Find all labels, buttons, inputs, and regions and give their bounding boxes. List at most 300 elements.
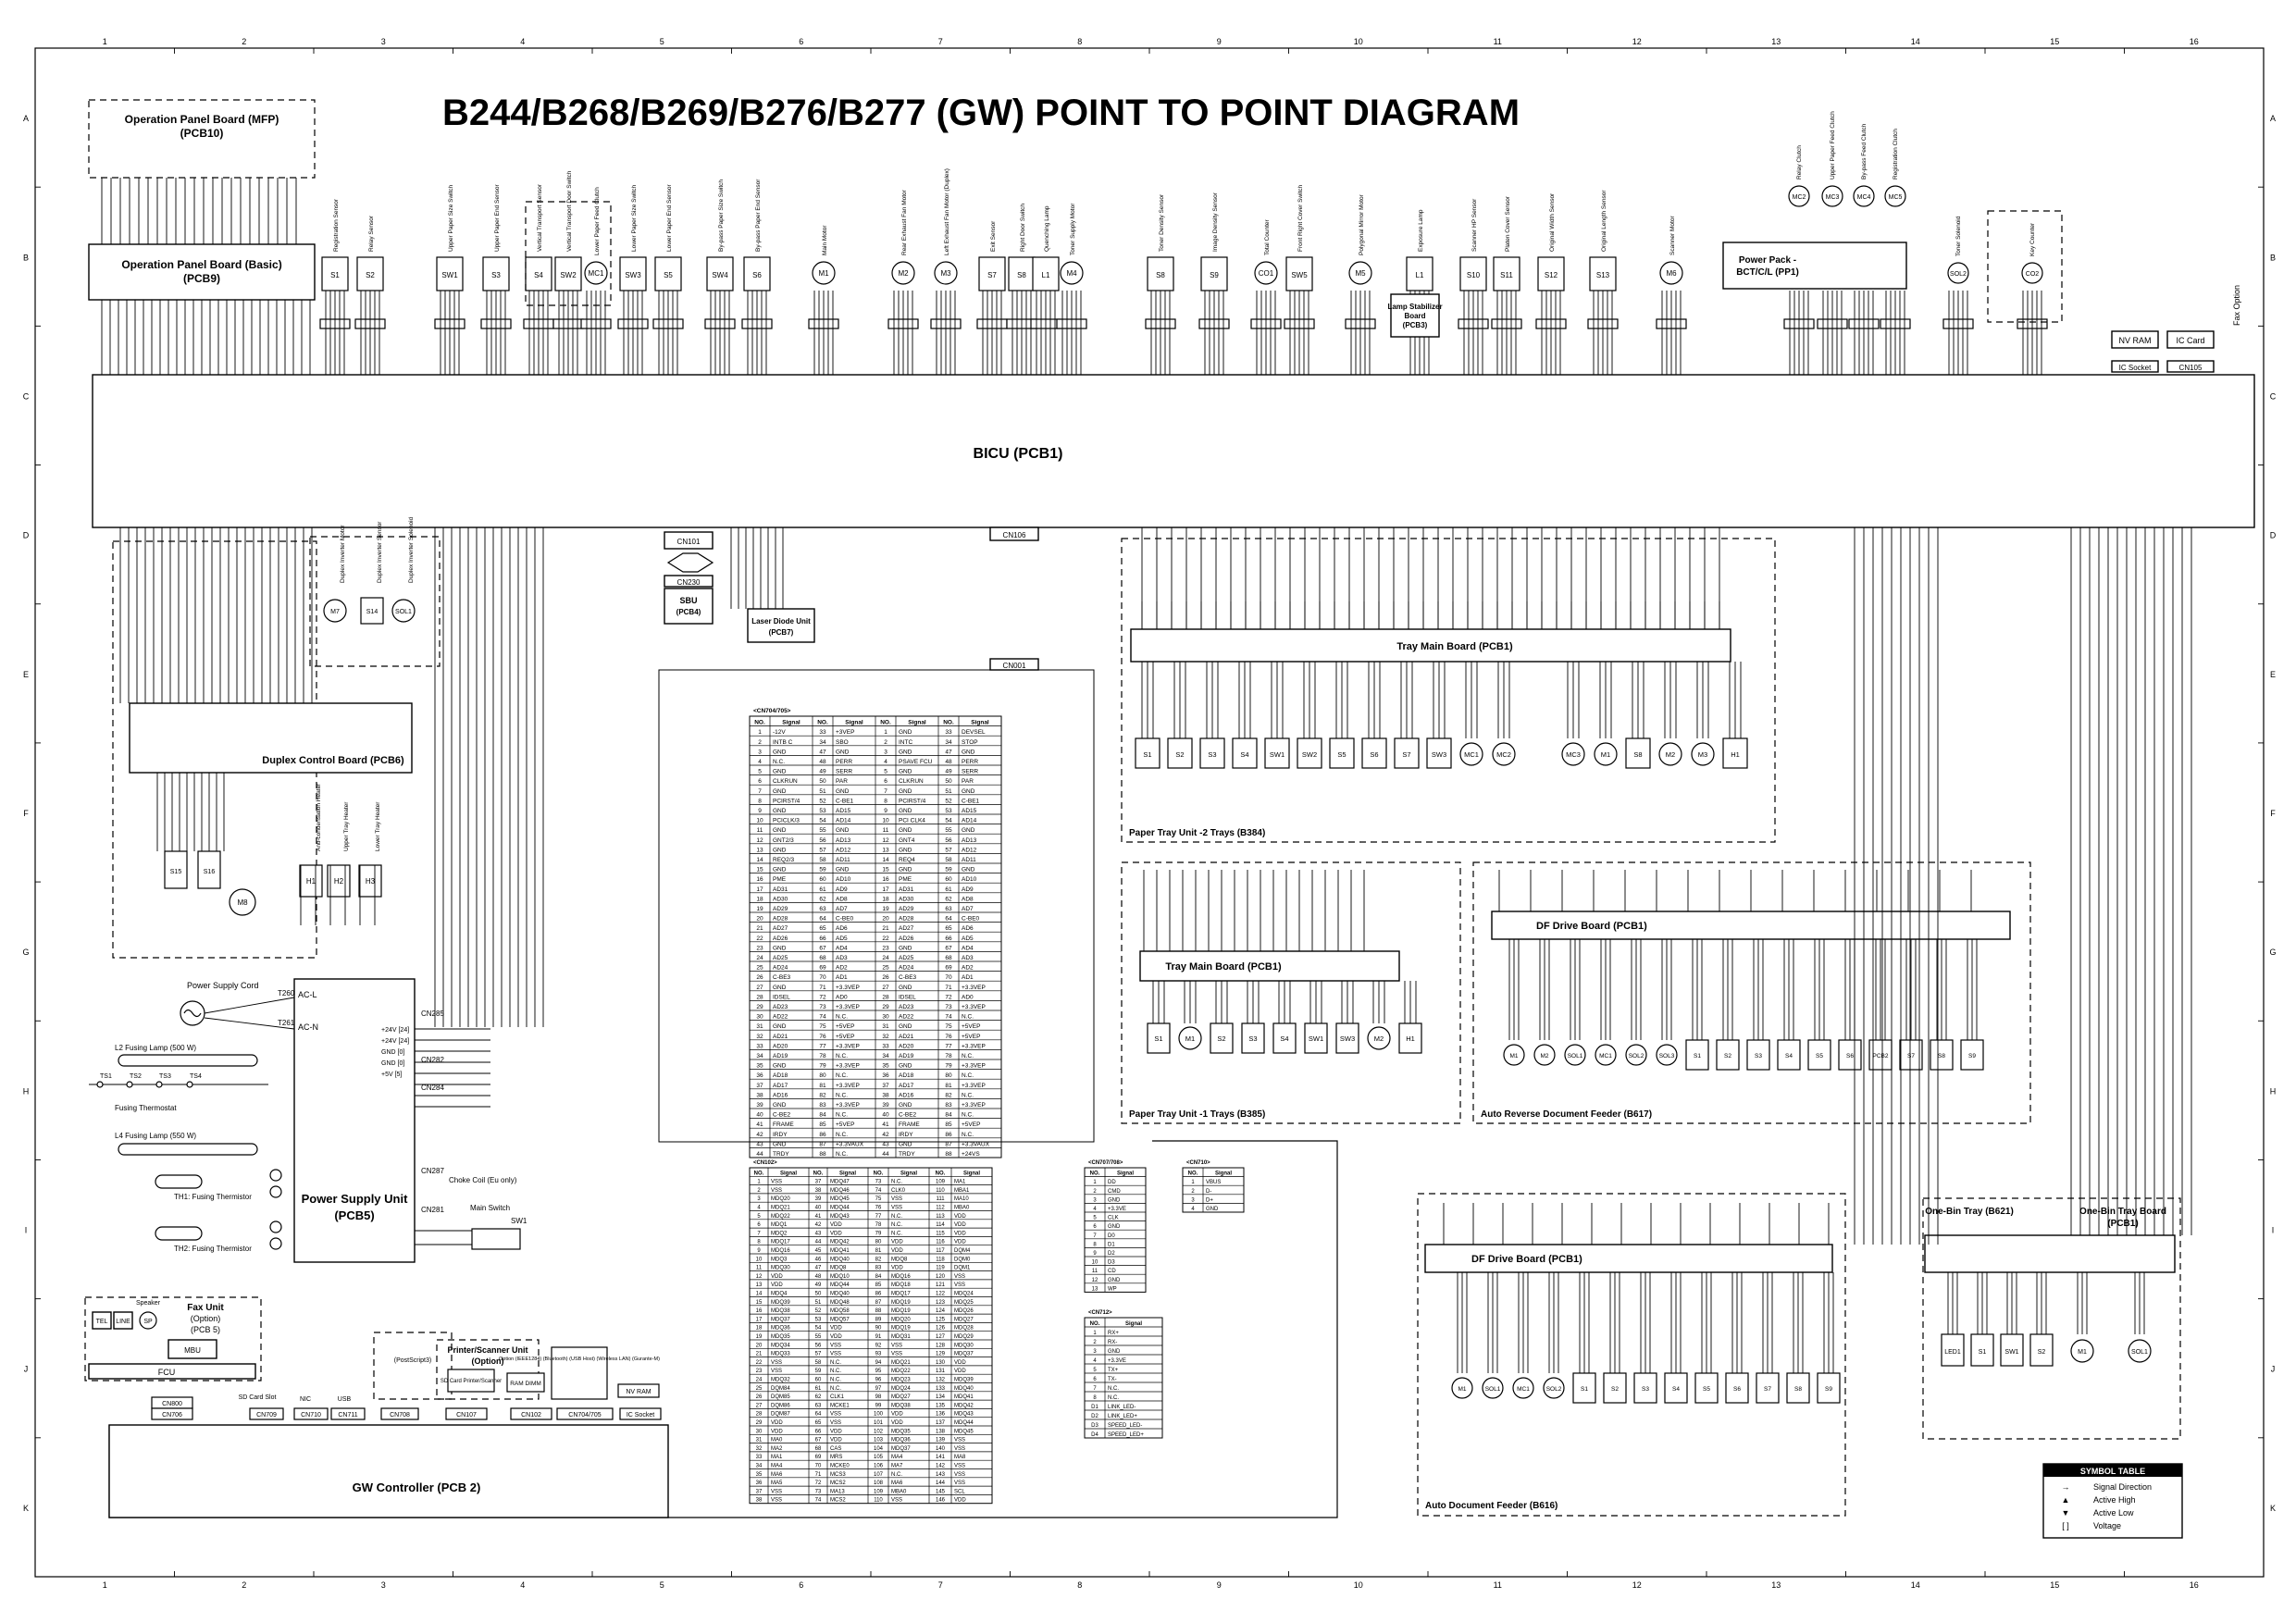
cn704-table-cell: +3.3VEP [836,1082,860,1089]
top-sensor-id: S10 [1466,271,1481,279]
cn704-table-cell: 78 [945,1053,952,1059]
cn704-table-cell: 84 [945,1111,952,1119]
cn712-table-caption: <CN712> [1088,1310,1112,1316]
ardf-id: S7 [1907,1053,1915,1059]
cn102-table-cell: 139 [935,1437,946,1443]
ac-l-wire [205,997,294,1013]
adf-id: S7 [1764,1386,1771,1393]
adf-label: Auto Document Feeder (B616) [1425,1501,1558,1511]
cn704-table-cell: GND [773,808,787,814]
gw-connector-label: CN102 [521,1412,541,1419]
cn102-table-cell: MDQ19 [891,1325,911,1332]
thermostat-terminal [97,1082,103,1087]
th2-label: TH2: Fusing Thermistor [174,1245,252,1253]
cn704-table-cell: AD13 [962,836,977,844]
top-sensor-id: S2 [366,271,375,279]
grid-col-bottom: 5 [659,1580,664,1590]
cn704-table-cell: 22 [882,935,889,942]
cn704-table-cell: AD20 [899,1043,914,1050]
printer-scanner-label: Printer/Scanner Unit [447,1345,528,1355]
cn707-table-cell: CMD [1108,1188,1121,1195]
cn102-table-cell: 100 [873,1411,884,1418]
cn102-table-cell: 26 [755,1394,763,1401]
lamp-stabilizer-label-2: Board [1404,312,1426,320]
op-panel-mfp-label: Operation Panel Board (MFP) [124,113,279,126]
top-clutch-id: SOL2 [1950,271,1967,278]
cn704-table-cell: 53 [819,808,826,814]
top-sensor-desc: Front Right Cover Switch [1297,184,1304,252]
cn102-table-cell: MDQ24 [891,1385,911,1392]
cn704-table-cell: AD11 [962,857,976,863]
cn704-table-cell: AD29 [899,906,914,912]
cn281-label: CN281 [421,1206,444,1214]
tray-main-board-2-label: Tray Main Board (PCB1) [1396,641,1513,652]
cn704-table-cell: AD12 [962,847,977,854]
cn704-table-cell: N.C. [962,1092,974,1099]
cn704-table-cell: AD8 [836,896,848,903]
cn102-table-cell: MDQ4 [771,1291,788,1297]
cn707-table-cell: 9 [1093,1251,1097,1257]
cn704-table-cell: AD19 [899,1053,914,1059]
thermostat-terminal [127,1082,132,1087]
cn102-table-cell: 3 [757,1196,761,1203]
symbol-meaning: Active Low [2093,1508,2134,1518]
cn712-table-header: NO. [1089,1321,1100,1327]
grid-row-left: G [22,948,30,958]
psu-output-label: +24V [24] [381,1038,410,1045]
cn102-table-cell: MDQ8 [830,1265,847,1271]
tray2-id: SW2 [1301,750,1318,759]
ardf-label: Auto Reverse Document Feeder (B617) [1481,1109,1653,1120]
top-sensor-desc: Registration Sensor [333,198,340,252]
cn102-table-cell: MDQ17 [891,1291,911,1297]
cn102-table-cell: MCS2 [830,1481,846,1487]
cn102-table-cell: 42 [814,1222,822,1229]
cn704-table-cell: 78 [819,1053,826,1059]
cn704-table-cell: 40 [882,1111,889,1119]
top-clutch-desc: Toner Solenoid [1955,216,1962,256]
cn707-table-cell: D1 [1108,1242,1115,1248]
gw-connector-label: IC Socket [626,1412,655,1419]
tray2-id: S3 [1208,750,1217,759]
cn102-table-cell: 73 [875,1179,882,1185]
cn102-table-cell: 52 [814,1308,822,1315]
cn102-table-cell: N.C. [830,1359,841,1366]
cn704-table-cell: GND [773,787,787,795]
th2-thermistor-icon [155,1227,202,1240]
adf-components [1444,1203,1840,1403]
cn704-table-cell: SBO [836,738,849,746]
cn102-table-cell: 37 [755,1489,763,1495]
grid-col-bottom: 11 [1493,1580,1502,1590]
symbol-meaning: Voltage [2093,1521,2122,1530]
h1-label: H1 [305,877,316,886]
top-sensor-id: S1 [330,271,340,279]
cn704-table-cell: N.C. [962,1072,974,1080]
cn712-table-cell: 3 [1093,1349,1097,1355]
cn102-table-cell: 112 [936,1205,945,1211]
cn704-table-cell: AD25 [899,955,914,961]
cn102-table-cell: MA8 [954,1455,966,1461]
cn102-table-cell: MDQ30 [771,1265,790,1271]
cn704-table-cell: AD7 [962,906,974,912]
cn102-table-cell: 86 [875,1291,882,1297]
cn102-table-header: Signal [779,1171,798,1177]
cn102-table-cell: N.C. [830,1385,841,1392]
cn704-table-cell: AD25 [773,955,788,961]
cn704-table-cell: 67 [819,945,826,952]
df-drive-ardf-label: DF Drive Board (PCB1) [1536,921,1647,932]
cn704-table-cell: 75 [819,1023,826,1031]
cn704-table-cell: AD14 [836,817,851,824]
cn102-table-cell: VSS [891,1351,903,1357]
cn102-table-cell: MDQ41 [954,1394,974,1401]
cn704-table-cell: +3.3VAUX [836,1141,864,1148]
cn704-table-cell: 25 [756,964,763,972]
cn102-table-cell: 84 [875,1273,882,1280]
cn102-table-cell: 44 [814,1239,822,1245]
cn707-table-cell: 8 [1093,1242,1097,1248]
cn704-table-cell: GND [899,1023,912,1031]
cn704-table-cell: TRDY [899,1151,915,1158]
cn102-table-cell: 51 [814,1299,822,1306]
cn102-table-cell: 34 [755,1463,763,1469]
tray1-id: SW1 [1308,1035,1324,1043]
cn704-table-cell: AD17 [899,1082,914,1089]
cn102-table-cell: 106 [873,1463,884,1469]
cn704-table-cell: 76 [945,1033,952,1040]
cn704-table-cell: 86 [819,1131,826,1138]
cn102-table-cell: 103 [873,1437,884,1443]
cn704-table-cell: 77 [945,1043,952,1050]
cn102-table-cell: MDQ37 [891,1445,911,1452]
cn704-table-cell: 73 [819,1004,826,1010]
cn102-table-cell: 97 [875,1385,882,1392]
cn102-table-cell: MDQ20 [771,1196,790,1203]
cn102-table-cell: 11 [755,1265,763,1271]
cn285-label: CN285 [421,1010,444,1018]
l4-fusing-lamp-icon [118,1144,257,1155]
cn704-table-cell: 57 [945,847,952,854]
cn704-table-cell: PCIRST/4 [773,798,800,805]
cn102-table-cell: VSS [771,1369,783,1375]
cn102-table-cell: CLK0 [891,1187,906,1194]
main-switch-label: Main Switch [470,1204,511,1212]
grid-row-left: E [22,669,30,679]
cn704-table-cell: AD2 [962,964,974,972]
fax-engine-label: Fax Option [2232,284,2241,327]
cn101-label: CN101 [676,538,701,546]
cn704-table-cell: 81 [819,1082,826,1089]
cn102-table-cell: VDD [830,1325,842,1332]
top-sensor-desc: Vertical Transport Door Switch [566,170,573,252]
duplex-motor-desc: Duplex Inverter Motor [340,525,346,583]
top-sensor-desc: Exposure Lamp [1418,209,1424,252]
top-clutch-desc: Registration Clutch [1893,129,1899,180]
cn102-table-cell: VSS [830,1420,842,1426]
cn102-table-cell: MA4 [771,1463,783,1469]
cn102-table-cell: MDQ46 [830,1187,850,1194]
cn102-table-cell: MDQ3 [771,1257,788,1263]
cn704-table-cell: 7 [884,787,887,795]
cn712-table-cell: D2 [1091,1414,1098,1419]
cn704-table-cell: GNT2/3 [773,836,794,844]
cn102-table-cell: DQM0 [954,1257,971,1263]
cn710-table-header: Signal [1214,1171,1233,1177]
cn102-table-cell: MDQ42 [954,1403,974,1409]
cn704-table-header: Signal [971,719,989,726]
cn704-table-cell: 52 [819,798,826,805]
cn102-table-cell: MDQ20 [891,1317,911,1323]
cn707-table-cell: 2 [1093,1188,1097,1195]
gw-connector-label: CN710 [301,1412,321,1419]
cn704-table-cell: 27 [882,984,889,991]
sbu-lens-icon [668,553,713,572]
cn102-table-cell: 73 [814,1489,822,1495]
cn704-table-cell: IDSEL [773,994,790,1001]
cn707-table-cell: D0 [1108,1233,1115,1239]
ac-n-label: AC-N [298,1022,318,1032]
choke-label: Choke Coil (Eu only) [449,1176,517,1184]
cn102-table-cell: 95 [875,1369,882,1375]
option-label: Option (IEEE1284) (Bluetooth) (USB Host) (Wireless LAN) (Gurante-M) [499,1357,660,1362]
top-sensor-id: SW1 [441,271,458,279]
l2-lamp-label: L2 Fusing Lamp (500 W) [115,1044,197,1052]
cn704-table-cell: 71 [945,984,952,991]
cn704-table-cell: 14 [756,857,763,863]
fax-unit-label: Fax Unit [187,1303,224,1313]
cn102-table-cell: VDD [771,1420,783,1426]
cn704-table-cell: +5VEP [836,1033,855,1040]
cn102-table-cell: MDQ40 [830,1291,850,1297]
cn102-table-cell: MCKE1 [830,1403,850,1409]
cn704-table-cell: REQ4 [899,857,915,863]
cn704-table-cell: 84 [819,1111,826,1119]
cn102-table-cell: 128 [935,1343,946,1349]
cn704-table-cell: N.C. [836,1131,848,1138]
cn704-table-cell: GND [899,847,912,854]
cn704-table-cell: +3.3VEP [836,1004,860,1010]
top-motor-desc: Lower Paper Feed Clutch [594,187,601,255]
cn102-table-cell: MA5 [771,1481,783,1487]
cn704-table-cell: 37 [882,1082,889,1089]
cn102-table-cell: VDD [830,1437,842,1443]
cn102-table-cell: VSS [771,1497,783,1504]
cn102-table-cell: 145 [935,1489,946,1495]
cn704-table-cell: 34 [756,1053,763,1059]
top-clutch-desc: Upper Paper Feed Clutch [1830,111,1836,180]
cn102-table-cell: VSS [954,1282,966,1289]
tray-main-board-1-label: Tray Main Board (PCB1) [1165,961,1282,973]
cn704-table-cell: 20 [882,915,889,923]
op-panel-basic-label: Operation Panel Board (Basic) [121,258,282,271]
cn704-table-cell: 73 [945,1004,952,1010]
postscript-label: (PostScript3) [393,1357,432,1364]
cn712-table-cell: 7 [1093,1386,1097,1392]
cn707-table-cell: 7 [1093,1233,1097,1239]
cn102-table-cell: N.C. [891,1179,902,1185]
cn102-table-cell: 38 [814,1187,822,1194]
gw-connector-label: CN800 [162,1401,182,1407]
top-clutch-desc: Key Counter [2029,222,2036,256]
adf-id: M1 [1458,1386,1467,1393]
h2-label: H2 [333,877,344,886]
cn704-table-cell: 80 [819,1072,826,1080]
option-box [552,1347,607,1399]
cn710-table-cell: VBUS [1206,1180,1222,1186]
ardf-id: S4 [1785,1053,1793,1059]
grid-col-top: 15 [2050,37,2060,46]
cn102-table-cell: 78 [875,1222,882,1229]
top-motor-id: M5 [1355,269,1366,278]
cn102-table-cell: N.C. [891,1213,902,1220]
cn704-table-cell: 79 [819,1062,826,1070]
cn102-table-cell: 27 [755,1403,763,1409]
gw-connector-label: CN709 [256,1412,277,1419]
cn704-table-cell: 38 [882,1092,889,1099]
cn704-table-cell: AD11 [836,857,850,863]
cn704-table-cell: AD31 [899,886,914,893]
cn102-table-cell: MDQ37 [771,1317,790,1323]
cn704-table-cell: C-BE2 [899,1111,917,1119]
cn102-table-cell: VSS [954,1463,966,1469]
sbu-label: SBU [679,596,698,605]
cn704-table-cell: SERR [836,768,853,775]
cn704-table-cell: IRDY [899,1131,913,1138]
grid-col-top: 5 [659,37,664,46]
cn102-table-cell: 87 [875,1299,882,1306]
cn102-table-cell: VSS [771,1187,783,1194]
cn704-table-cell: 61 [945,886,952,893]
tray2-id: S8 [1633,750,1643,759]
cn704-table-cell: 55 [945,827,952,835]
ardf-id: PCB2 [1872,1053,1889,1059]
cn704-table-cell: 32 [756,1033,763,1040]
nvram-label: NV RAM [2118,336,2152,345]
cn704-table-cell: +24VS [962,1151,980,1158]
top-motor-desc: Main Motor [822,225,828,255]
cn102-table-cell: VDD [830,1231,842,1237]
cn712-table-cell: LINK_LED+ [1108,1414,1137,1419]
cn102-table-cell: MDQ32 [771,1377,790,1383]
cn704-table-cell: 57 [819,847,826,854]
cn102-table-cell: 127 [935,1334,946,1340]
ardf-id: MC1 [1599,1053,1612,1059]
cn704-table-cell: 11 [882,827,889,835]
top-sensor-desc: Right Door Switch [1020,203,1026,252]
cn704-table-cell: 42 [756,1131,763,1138]
cn704-table-cell: 69 [819,964,826,972]
cn704-table-cell: AD15 [962,808,977,814]
fax-unit-pcb: (PCB 5) [190,1325,221,1334]
cn704-table-cell: PCI CLK4 [899,817,925,824]
cn704-table-cell: 4 [884,759,887,765]
adf-id: SOL2 [1545,1386,1562,1393]
top-sensor-desc: By-pass Paper Size Switch [718,179,725,252]
cn704-table-cell: N.C. [836,1053,848,1059]
tray2-id: S1 [1143,750,1152,759]
psu-terminal [270,1221,281,1233]
cn704-table-cell: 43 [756,1141,763,1148]
sd-card-label: SD Card Printer/Scanner [440,1379,503,1384]
cn710-table-cell: 2 [1191,1188,1195,1195]
cn704-table-cell: 76 [819,1033,826,1040]
cn102-table-cell: 117 [936,1248,945,1254]
cn704-table-cell: AD0 [836,994,848,1001]
cn102-table-cell: VSS [830,1343,842,1349]
cn102-table-cell: MDQ44 [830,1282,850,1289]
cn707-table-cell: 5 [1093,1215,1097,1221]
cn707-table-header: NO. [1089,1171,1100,1177]
cn704-table-cell: 83 [945,1102,952,1109]
cn106-label: CN106 [1002,531,1026,539]
led1-label: LED1 [1944,1349,1961,1356]
cn102-table-cell: MDQ39 [771,1299,790,1306]
cn704-table-cell: N.C. [962,1053,974,1059]
cn704-table-cell: C-BE1 [836,798,854,805]
cn704-table-cell: 35 [756,1062,763,1070]
cn704-table-cell: GND [773,749,787,756]
cn704-table-cell: 19 [882,906,889,912]
ardf-id: M1 [1509,1053,1519,1059]
cn704-table-cell: 75 [945,1023,952,1031]
cn704-table-cell: 28 [882,994,889,1001]
tray2-id: S7 [1402,750,1411,759]
speaker-label: Speaker [135,1300,161,1307]
cn102-table-cell: MCS3 [830,1471,846,1478]
cn704-table-cell: 8 [758,798,762,805]
cn704-table-cell: N.C. [836,1013,848,1021]
psu-output-label: +5V [5] [381,1072,403,1078]
top-sensor-id: S7 [987,271,997,279]
cn704-table-cell: AD3 [836,955,848,961]
cn704-table-cell: AD6 [836,925,848,933]
power-pack-box [1723,242,1906,289]
cn704-table-cell: +5VEP [836,1121,855,1129]
cn102-table-cell: MDQ24 [954,1291,974,1297]
grid-col-top: 8 [1077,37,1083,46]
grid-row-right: B [2269,253,2277,263]
ts1-label: TS1 [100,1073,112,1080]
cn102-table-cell: 88 [875,1308,882,1315]
top-sensor-desc: Scanner HP Sensor [1471,198,1478,252]
cn102-table-cell: MDQ21 [771,1205,790,1211]
cn102-table-cell: MDQ34 [771,1343,790,1349]
grid-col-top: 10 [1353,37,1363,46]
grid-col-bottom: 3 [380,1580,386,1590]
printer-scanner-opt: (Option) [471,1357,504,1366]
cn704-table-cell: 74 [945,1013,952,1021]
sd-slot-label: SD Card Slot [238,1394,277,1401]
cn704-table-cell: 10 [882,817,889,824]
cn102-table-cell: MA1 [954,1179,966,1185]
cn704-table-cell: 48 [945,759,952,765]
s15-label: S15 [169,869,182,875]
cn704-table-cell: 56 [819,836,826,844]
cn102-table-cell: VSS [891,1196,903,1203]
cn704-table-cell: 37 [756,1082,763,1089]
cn102-table-cell: DQM87 [771,1411,790,1418]
cn102-table-cell: 141 [935,1455,946,1461]
cn230-label: CN230 [676,578,701,587]
cn102-table-cell: 65 [814,1420,822,1426]
cn102-table-cell: 99 [875,1403,882,1409]
cn704-table-cell: AD9 [836,886,848,893]
cn704-table-cell: IRDY [773,1131,788,1138]
cn102-table-header: NO. [873,1171,884,1177]
cn704-table-cell: 31 [882,1023,889,1031]
cn704-table-cell: +3.3VEP [836,1043,860,1050]
